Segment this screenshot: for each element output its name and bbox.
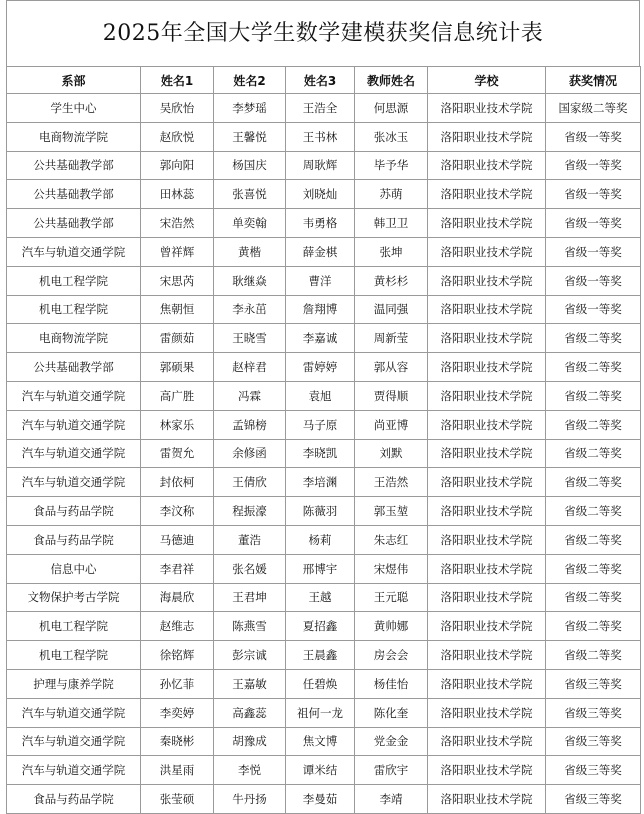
header-cell: 姓名1: [141, 67, 214, 94]
table-cell: 张名媛: [214, 554, 286, 583]
table-cell: 食品与药品学院: [7, 497, 141, 526]
table-cell: 省级三等奖: [546, 785, 641, 814]
table-cell: 夏招鑫: [286, 612, 355, 641]
table-cell: 赵维志: [141, 612, 214, 641]
table-cell: 耿继焱: [214, 266, 286, 295]
table-cell: 王晨鑫: [286, 641, 355, 670]
table-cell: 省级一等奖: [546, 122, 641, 151]
header-cell: 姓名3: [286, 67, 355, 94]
table-cell: 封依柯: [141, 468, 214, 497]
table-cell: 王馨悦: [214, 122, 286, 151]
table-cell: 洛阳职业技术学院: [428, 209, 546, 238]
table-row: [7, 583, 641, 612]
table-cell: 李培渊: [286, 468, 355, 497]
table-cell: 省级二等奖: [546, 612, 641, 641]
table-cell: 护理与康养学院: [7, 669, 141, 698]
table-cell: 李汶称: [141, 497, 214, 526]
table-cell: 彭宗诚: [214, 641, 286, 670]
table-cell: 王浩然: [355, 468, 428, 497]
table-cell: 尚亚博: [355, 410, 428, 439]
table-cell: 李奕婷: [141, 698, 214, 727]
table-cell: 刘默: [355, 439, 428, 468]
table-cell: 省级二等奖: [546, 641, 641, 670]
table-cell: 省级二等奖: [546, 583, 641, 612]
table-cell: 董浩: [214, 525, 286, 554]
table-cell: 王晓雪: [214, 324, 286, 353]
table-cell: 洛阳职业技术学院: [428, 583, 546, 612]
table-cell: 雷贺允: [141, 439, 214, 468]
table-cell: 雷欣宇: [355, 756, 428, 785]
table-row: [7, 756, 641, 785]
table-cell: 孟锦榜: [214, 410, 286, 439]
table-cell: 省级三等奖: [546, 698, 641, 727]
header-cell: 学校: [428, 67, 546, 94]
table-cell: 徐铭辉: [141, 641, 214, 670]
table-cell: 曹洋: [286, 266, 355, 295]
table-cell: 李晓凯: [286, 439, 355, 468]
header-cell: 系部: [7, 67, 141, 94]
table-cell: 海晨欣: [141, 583, 214, 612]
table-cell: 王嘉敏: [214, 669, 286, 698]
table-cell: 谭米结: [286, 756, 355, 785]
table-cell: 省级三等奖: [546, 756, 641, 785]
table-cell: 汽车与轨道交通学院: [7, 727, 141, 756]
table-cell: 洛阳职业技术学院: [428, 324, 546, 353]
table-cell: 洛阳职业技术学院: [428, 122, 546, 151]
table-cell: 马德迪: [141, 525, 214, 554]
table-cell: 李悦: [214, 756, 286, 785]
table-cell: 洛阳职业技术学院: [428, 237, 546, 266]
table-cell: 祖何一龙: [286, 698, 355, 727]
table-cell: 王越: [286, 583, 355, 612]
table-cell: 公共基础教学部: [7, 151, 141, 180]
table-row: [7, 94, 641, 123]
table-cell: 郭从容: [355, 353, 428, 382]
table-row: [7, 612, 641, 641]
table-cell: 文物保护考古学院: [7, 583, 141, 612]
table-cell: 洛阳职业技术学院: [428, 381, 546, 410]
table-cell: 朱志红: [355, 525, 428, 554]
table-cell: 吴欣怡: [141, 94, 214, 123]
table-cell: 单奕翰: [214, 209, 286, 238]
table-cell: 冯霖: [214, 381, 286, 410]
table-cell: 省级二等奖: [546, 353, 641, 382]
table-cell: 洛阳职业技术学院: [428, 180, 546, 209]
table-cell: 洛阳职业技术学院: [428, 641, 546, 670]
table-row: [7, 237, 641, 266]
table-cell: 省级一等奖: [546, 151, 641, 180]
table-cell: 王元聪: [355, 583, 428, 612]
table-cell: 洛阳职业技术学院: [428, 151, 546, 180]
table-cell: 洛阳职业技术学院: [428, 785, 546, 814]
header-cell: 获奖情况: [546, 67, 641, 94]
table-cell: 黄帅娜: [355, 612, 428, 641]
table-cell: 周新莹: [355, 324, 428, 353]
table-cell: 郭向阳: [141, 151, 214, 180]
table-cell: 汽车与轨道交通学院: [7, 381, 141, 410]
table-cell: 周耿辉: [286, 151, 355, 180]
table-cell: 陈化奎: [355, 698, 428, 727]
table-cell: 马子原: [286, 410, 355, 439]
table-cell: 高鑫蕊: [214, 698, 286, 727]
table-cell: 省级二等奖: [546, 554, 641, 583]
table-cell: 公共基础教学部: [7, 180, 141, 209]
header-cell: 教师姓名: [355, 67, 428, 94]
table-cell: 省级一等奖: [546, 295, 641, 324]
table-cell: 陈薇羽: [286, 497, 355, 526]
table-row: [7, 295, 641, 324]
table-cell: 赵欣悦: [141, 122, 214, 151]
table-row: [7, 727, 641, 756]
table-cell: 省级一等奖: [546, 237, 641, 266]
table-cell: 张冰玉: [355, 122, 428, 151]
table-cell: 洛阳职业技术学院: [428, 497, 546, 526]
table-cell: 何思源: [355, 94, 428, 123]
table-cell: 汽车与轨道交通学院: [7, 468, 141, 497]
table-cell: 洛阳职业技术学院: [428, 727, 546, 756]
table-cell: 宋思芮: [141, 266, 214, 295]
table-cell: 焦朝恒: [141, 295, 214, 324]
table-cell: 田林蕊: [141, 180, 214, 209]
table-cell: 汽车与轨道交通学院: [7, 237, 141, 266]
table-cell: 党金金: [355, 727, 428, 756]
table-cell: 电商物流学院: [7, 324, 141, 353]
table-cell: 焦文博: [286, 727, 355, 756]
table-row: [7, 209, 641, 238]
table-cell: 刘晓灿: [286, 180, 355, 209]
table-cell: 省级二等奖: [546, 410, 641, 439]
spreadsheet: [6, 0, 640, 814]
table-cell: 洛阳职业技术学院: [428, 612, 546, 641]
table-cell: 公共基础教学部: [7, 209, 141, 238]
table-cell: 薛金棋: [286, 237, 355, 266]
table-cell: 汽车与轨道交通学院: [7, 756, 141, 785]
table-cell: 温同强: [355, 295, 428, 324]
table-cell: 洛阳职业技术学院: [428, 669, 546, 698]
table-cell: 机电工程学院: [7, 612, 141, 641]
table-row: [7, 410, 641, 439]
table-cell: 省级二等奖: [546, 497, 641, 526]
table-row: [7, 554, 641, 583]
table-cell: 省级二等奖: [546, 439, 641, 468]
table-cell: 李永茁: [214, 295, 286, 324]
table-cell: 雷婷婷: [286, 353, 355, 382]
table-cell: 省级三等奖: [546, 727, 641, 756]
table-cell: 洛阳职业技术学院: [428, 353, 546, 382]
table-cell: 宋煜伟: [355, 554, 428, 583]
table-row: [7, 785, 641, 814]
table-cell: 杨莉: [286, 525, 355, 554]
table-cell: 张喜悦: [214, 180, 286, 209]
table-cell: 洛阳职业技术学院: [428, 410, 546, 439]
table-cell: 雷颜茹: [141, 324, 214, 353]
table-cell: 省级二等奖: [546, 525, 641, 554]
table-cell: 机电工程学院: [7, 295, 141, 324]
table-cell: 贾得顺: [355, 381, 428, 410]
table-row: [7, 439, 641, 468]
table-cell: 汽车与轨道交通学院: [7, 410, 141, 439]
table-row: [7, 122, 641, 151]
table-cell: 洛阳职业技术学院: [428, 266, 546, 295]
award-table: [6, 66, 641, 814]
table-cell: 国家级二等奖: [546, 94, 641, 123]
table-row: [7, 353, 641, 382]
table-cell: 信息中心: [7, 554, 141, 583]
table-row: [7, 698, 641, 727]
table-cell: 张坤: [355, 237, 428, 266]
table-cell: 张莹硕: [141, 785, 214, 814]
table-cell: 韦勇格: [286, 209, 355, 238]
table-cell: 洛阳职业技术学院: [428, 756, 546, 785]
table-cell: 省级二等奖: [546, 468, 641, 497]
table-cell: 汽车与轨道交通学院: [7, 439, 141, 468]
table-cell: 洛阳职业技术学院: [428, 698, 546, 727]
table-cell: 秦晓彬: [141, 727, 214, 756]
table-cell: 高广胜: [141, 381, 214, 410]
table-cell: 洪星雨: [141, 756, 214, 785]
table-cell: 省级一等奖: [546, 180, 641, 209]
table-cell: 王君坤: [214, 583, 286, 612]
table-row: [7, 381, 641, 410]
table-cell: 省级一等奖: [546, 209, 641, 238]
table-row: [7, 641, 641, 670]
table-cell: 省级二等奖: [546, 324, 641, 353]
table-row: [7, 266, 641, 295]
table-cell: 李靖: [355, 785, 428, 814]
table-cell: 房会会: [355, 641, 428, 670]
table-cell: 毕予华: [355, 151, 428, 180]
table-cell: 食品与药品学院: [7, 525, 141, 554]
sheet-title: 2025年全国大学生数学建模获奖信息统计表: [6, 0, 640, 66]
table-cell: 胡豫成: [214, 727, 286, 756]
table-cell: 黄杉杉: [355, 266, 428, 295]
table-cell: 赵梓君: [214, 353, 286, 382]
table-cell: 汽车与轨道交通学院: [7, 698, 141, 727]
table-cell: 电商物流学院: [7, 122, 141, 151]
table-cell: 孙忆菲: [141, 669, 214, 698]
table-cell: 邢博宇: [286, 554, 355, 583]
table-row: [7, 497, 641, 526]
table-cell: 公共基础教学部: [7, 353, 141, 382]
table-cell: 王倩欣: [214, 468, 286, 497]
table-cell: 食品与药品学院: [7, 785, 141, 814]
table-cell: 洛阳职业技术学院: [428, 554, 546, 583]
table-row: [7, 180, 641, 209]
table-cell: 程振濠: [214, 497, 286, 526]
table-cell: 詹翔博: [286, 295, 355, 324]
table-cell: 牛丹扬: [214, 785, 286, 814]
table-cell: 李君祥: [141, 554, 214, 583]
table-cell: 省级一等奖: [546, 266, 641, 295]
table-row: [7, 468, 641, 497]
table-cell: 韩卫卫: [355, 209, 428, 238]
table-cell: 袁旭: [286, 381, 355, 410]
table-cell: 曾祥辉: [141, 237, 214, 266]
table-cell: 洛阳职业技术学院: [428, 295, 546, 324]
table-row: [7, 525, 641, 554]
table-cell: 洛阳职业技术学院: [428, 439, 546, 468]
table-cell: 王浩全: [286, 94, 355, 123]
table-cell: 省级三等奖: [546, 669, 641, 698]
table-cell: 苏萌: [355, 180, 428, 209]
table-cell: 宋浩然: [141, 209, 214, 238]
table-cell: 李曼茹: [286, 785, 355, 814]
table-row: [7, 324, 641, 353]
table-cell: 郭玉堃: [355, 497, 428, 526]
table-cell: 林家乐: [141, 410, 214, 439]
header-row: [7, 67, 641, 94]
table-cell: 王书林: [286, 122, 355, 151]
table-cell: 余修函: [214, 439, 286, 468]
table-cell: 李梦瑶: [214, 94, 286, 123]
table-cell: 学生中心: [7, 94, 141, 123]
table-cell: 郭硕果: [141, 353, 214, 382]
table-cell: 机电工程学院: [7, 641, 141, 670]
table-cell: 洛阳职业技术学院: [428, 94, 546, 123]
table-cell: 杨国庆: [214, 151, 286, 180]
table-cell: 陈燕雪: [214, 612, 286, 641]
table-cell: 洛阳职业技术学院: [428, 525, 546, 554]
table-row: [7, 669, 641, 698]
table-cell: 杨佳怡: [355, 669, 428, 698]
table-cell: 省级二等奖: [546, 381, 641, 410]
header-cell: 姓名2: [214, 67, 286, 94]
table-cell: 黄楷: [214, 237, 286, 266]
table-cell: 机电工程学院: [7, 266, 141, 295]
table-cell: 任碧焕: [286, 669, 355, 698]
table-row: [7, 151, 641, 180]
table-cell: 洛阳职业技术学院: [428, 468, 546, 497]
table-cell: 李嘉诚: [286, 324, 355, 353]
